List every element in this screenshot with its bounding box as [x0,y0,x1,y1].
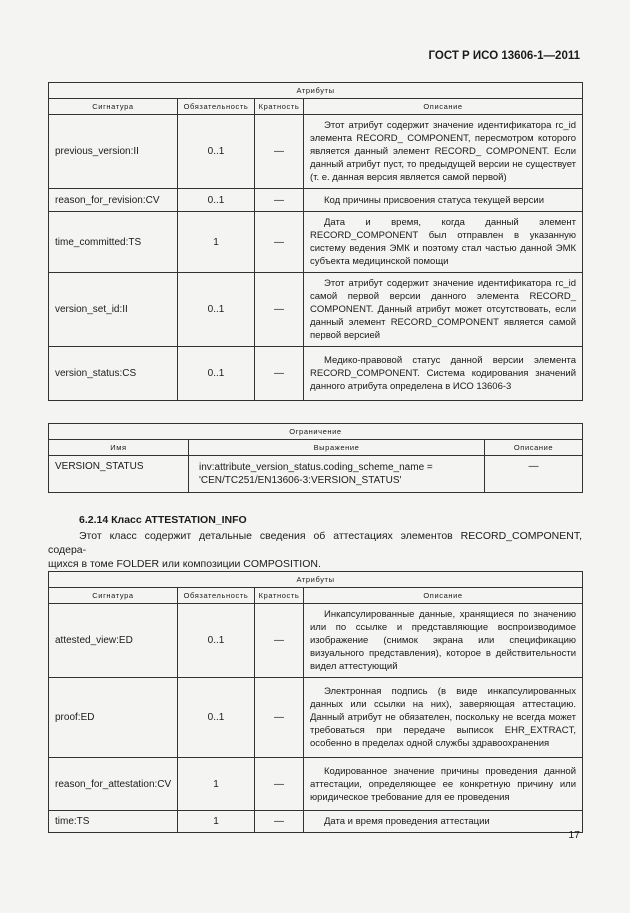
attributes-table-2 [48,571,583,833]
table-row [49,212,583,273]
table-row [49,115,583,189]
obligation-cell: 0..1 [178,678,255,758]
section-heading: 6.2.14 Класс ATTESTATION_INFO [79,514,247,526]
column-header: Обязательность [178,588,255,604]
multiplicity-cell: — [255,678,304,758]
table-row [49,678,583,758]
multiplicity-cell: — [255,347,304,401]
obligation-cell: 0..1 [178,273,255,347]
page-number: 17 [568,829,580,841]
obligation-cell: 1 [178,811,255,833]
multiplicity-cell: — [255,189,304,212]
obligation-cell: 0..1 [178,347,255,401]
description-cell: Медико-правовой статус данной версии элемента RECORD_COMPONENT. Система кодирования значений данного атрибута определена в ИСО 13606-3 [310,355,577,392]
signature-cell: version_set_id:II [49,273,178,347]
obligation-cell: 0..1 [178,115,255,189]
column-header: Обязательность [178,99,255,115]
column-header: Описание [485,440,583,456]
description-cell: Код причины присвоения статуса текущей версии [324,194,545,206]
multiplicity-cell: — [255,811,304,833]
column-header: Кратность [255,99,304,115]
signature-cell: reason_for_attestation:CV [49,758,178,811]
signature-cell: time_committed:TS [49,212,178,273]
obligation-cell: 1 [178,758,255,811]
description-cell: Этот атрибут содержит значение идентификатора rc_id самой первой версии данного элемента RECORD_ COMPONENT. Данный атрибут может отсутствовать, если данный элемент RECORD_COMPONENT является самой первой версией [310,278,577,341]
section-paragraph [48,529,582,571]
signature-cell: proof:ED [49,678,178,758]
obligation-cell: 0..1 [178,604,255,678]
constraint-expression-cell [189,456,485,493]
multiplicity-cell: — [255,604,304,678]
signature-cell: previous_version:II [49,115,178,189]
column-header: Сигнатура [49,588,178,604]
column-header: Описание [304,99,583,115]
description-cell: Дата и время, когда данный элемент RECORD_COMPONENT был отправлен в указанную систему ведения ЭМК и поэтому стал частью данной ЭМК субъекта медицинской помощи [310,217,577,267]
constraint-table [48,423,583,493]
description-cell: Электронная подпись (в виде инкапсулированных данных или ссылки на них), заверяющая аттестацию. Данный атрибут не обязателен, поскольку не всегда может требоваться при передаче выписок EHR_EXTRACT, особенно в пределах одной службы здравоохранения [310,686,577,749]
constraint-name-cell: VERSION_STATUS [49,456,189,493]
table-row [49,456,583,493]
table-row [49,189,583,212]
column-header: Сигнатура [49,99,178,115]
column-header: Кратность [255,588,304,604]
multiplicity-cell: — [255,212,304,273]
signature-cell: attested_view:ED [49,604,178,678]
description-cell: Инкапсулированные данные, хранящиеся по значению или по ссылке и представляющие воспроизводимое изображение (снимок экрана или спецификацию визуального представления), которое в действительности видел аттестующий [310,609,577,672]
description-cell: Дата и время проведения аттестации [324,816,490,827]
table-row [49,347,583,401]
multiplicity-cell: — [255,273,304,347]
signature-cell: time:TS [49,811,178,833]
table-caption: Ограничение [49,424,583,440]
table-caption: Атрибуты [49,83,583,99]
constraint-description-cell: — [485,456,583,493]
obligation-cell: 0..1 [178,189,255,212]
description-cell: Кодированное значение причины проведения данной аттестации, определяющее ее конкретную причину или юридическое требование для ее проведения [310,765,577,803]
table-row [49,273,583,347]
document-header: ГОСТ Р ИСО 13606-1—2011 [428,50,580,62]
obligation-cell: 1 [178,212,255,273]
column-header: Выражение [189,440,485,456]
paragraph-line: щихся в томе FOLDER или композиции COMPOSITION. [48,558,321,570]
multiplicity-cell: — [255,758,304,811]
table-row [49,604,583,678]
expression-line: inv:attribute_version_status.coding_scheme_name = [199,462,433,473]
table-caption: Атрибуты [49,572,583,588]
column-header: Имя [49,440,189,456]
description-cell: Этот атрибут содержит значение идентификатора rc_id элемента RECORD_ COMPONENT, пересмотром которого является данный элемент RECORD_ COMPONENT. Если данный атрибут пуст, то предыдущей версии не существует (т. е. данная версия является самой первой) [310,120,577,183]
table-row [49,811,583,833]
signature-cell: version_status:CS [49,347,178,401]
paragraph-line: Этот класс содержит детальные сведения об аттестациях элементов RECORD_COMPONENT, содера- [48,530,582,556]
attributes-table-1 [48,82,583,401]
multiplicity-cell: — [255,115,304,189]
signature-cell: reason_for_revision:CV [49,189,178,212]
column-header: Описание [304,588,583,604]
table-row [49,758,583,811]
expression-line: 'CEN/TC251/EN13606-3:VERSION_STATUS' [199,475,402,486]
